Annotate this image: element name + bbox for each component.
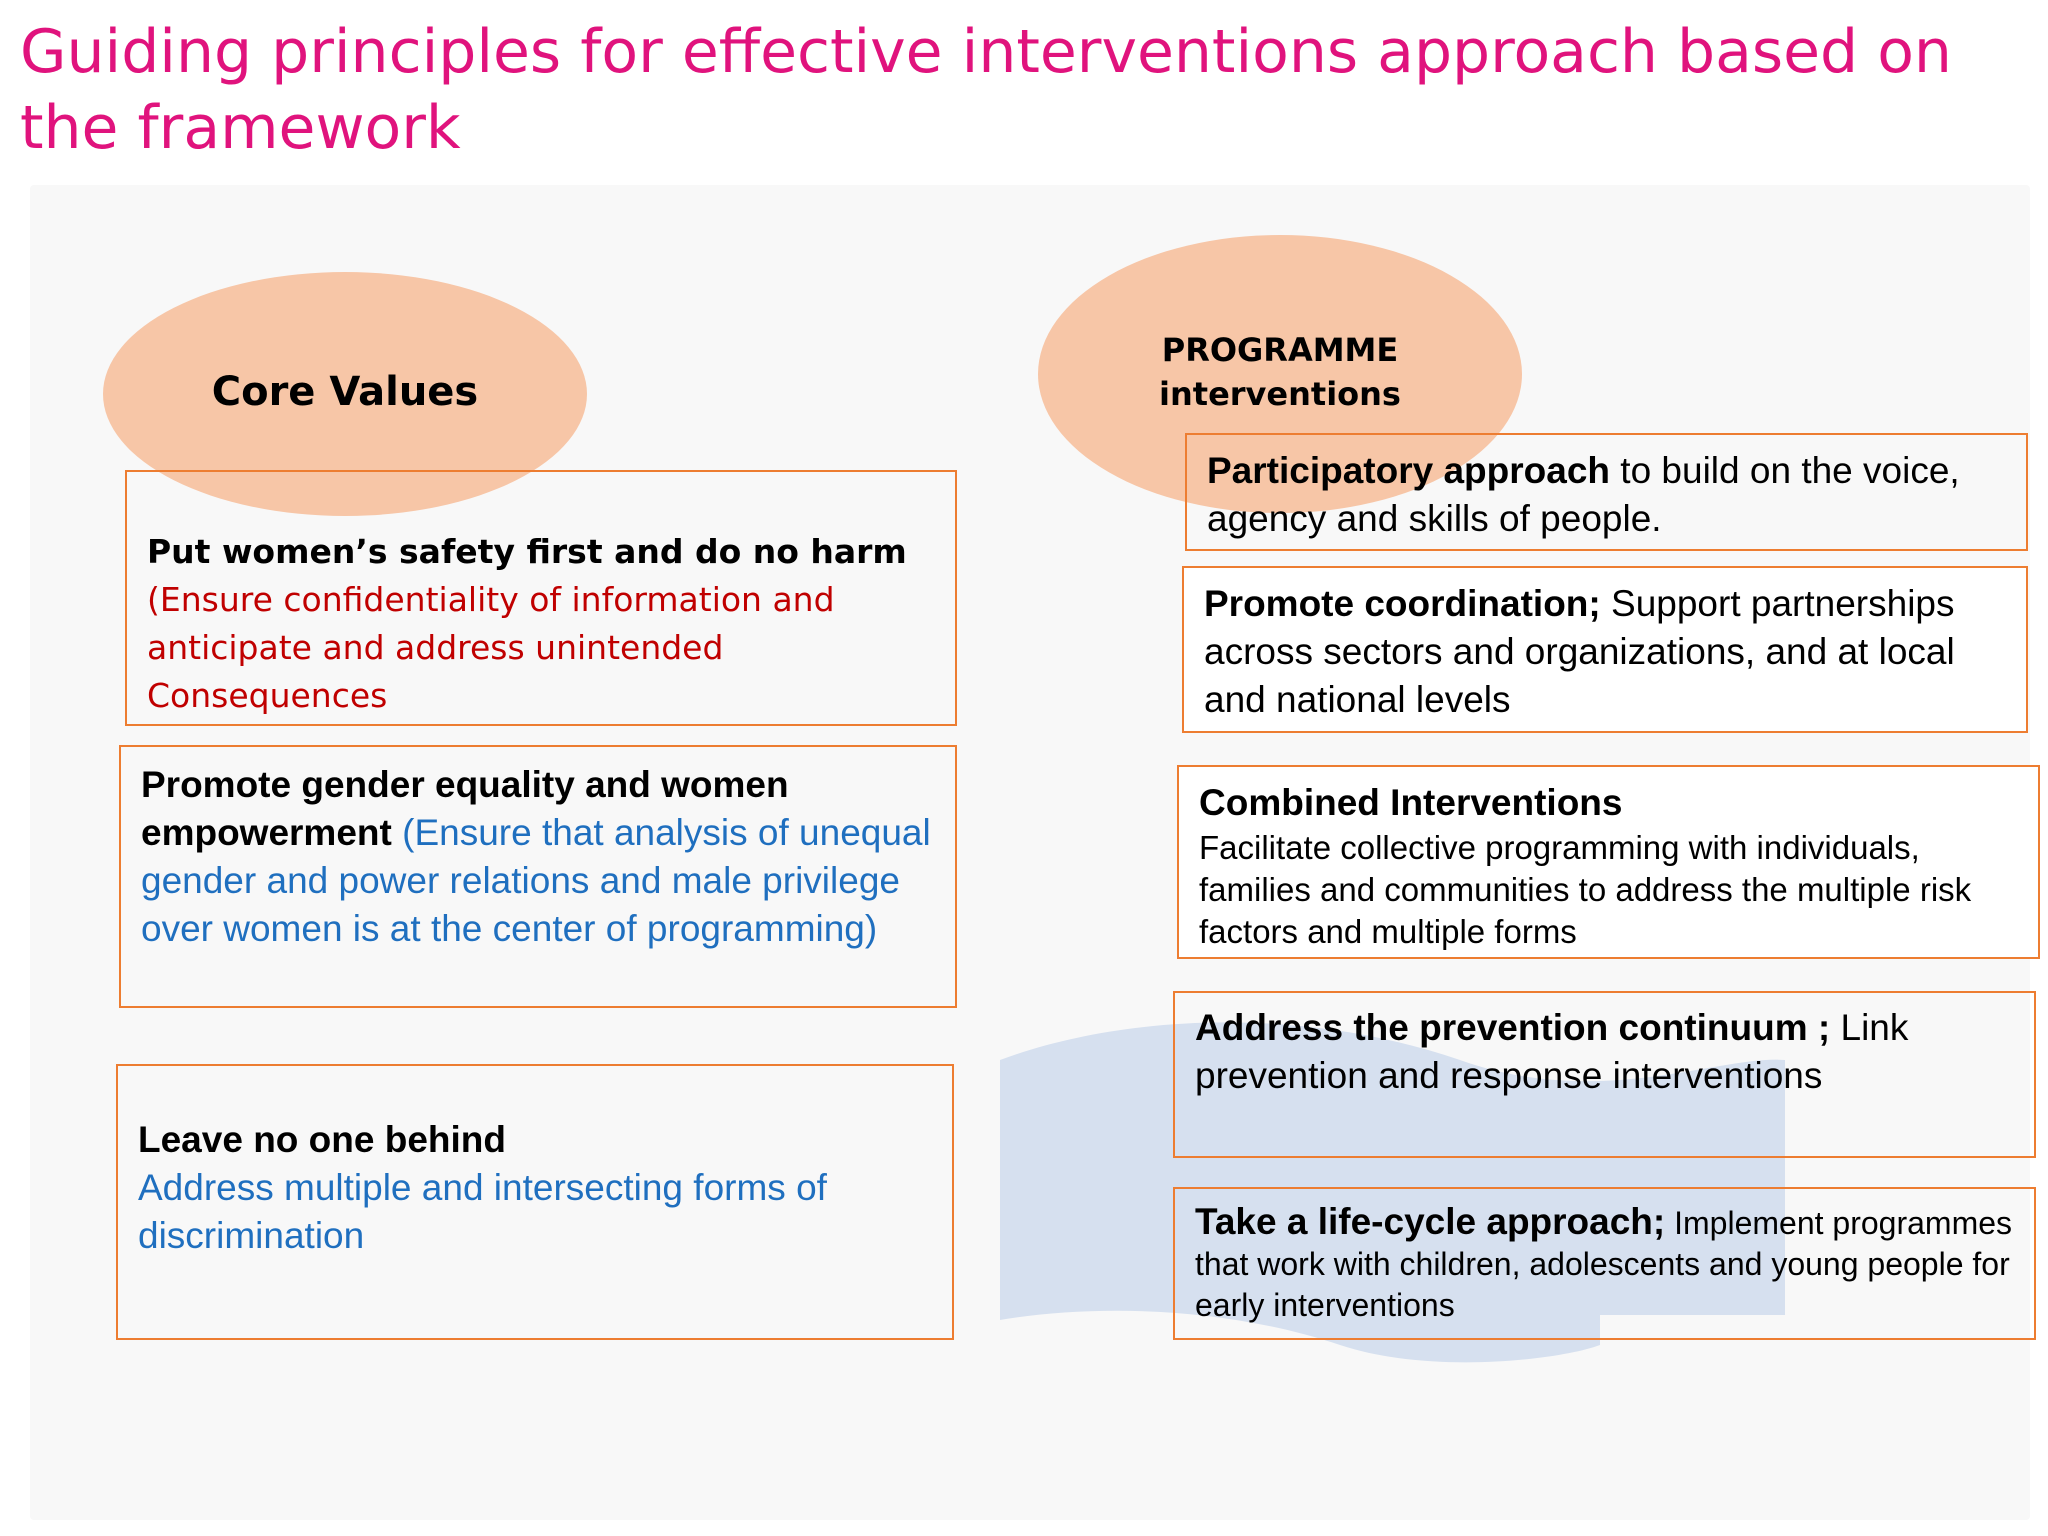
- core-value-detail: Address multiple and intersecting forms of discrimination: [138, 1167, 827, 1256]
- page-title: Guiding principles for effective interventions approach based on the framework: [20, 17, 1952, 163]
- programme-title: Combined Interventions: [1199, 782, 1623, 823]
- programme-box-combined: [1177, 765, 2040, 959]
- programme-box-life-cycle: [1173, 1187, 2036, 1340]
- programme-box-coordination: [1182, 566, 2028, 733]
- programme-label-line1: PROGRAMME: [1161, 331, 1399, 369]
- core-value-box-safety: [125, 470, 957, 726]
- core-value-title: Promote gender equality and women empowerment: [141, 764, 789, 853]
- programme-title: Promote coordination;: [1204, 583, 1601, 624]
- programme-detail: Implement programmes that work with children, adolescents and young people for early interventions: [1195, 1205, 2013, 1323]
- programme-detail: to build on the voice, agency and skills of people.: [1207, 450, 1960, 539]
- programme-detail: Support partnerships across sectors and organizations, and at local and national levels: [1204, 583, 1955, 720]
- core-value-detail: (Ensure that analysis of unequal gender and power relations and male privilege over women is at the center of programming): [141, 812, 931, 949]
- core-value-title: Put women’s safety first and do no harm: [147, 532, 907, 571]
- programme-box-participatory: [1185, 433, 2028, 551]
- core-value-box-gender-equality: [119, 745, 957, 1008]
- core-values-label: Core Values: [211, 369, 479, 415]
- programme-title: Participatory approach: [1207, 450, 1611, 491]
- core-value-title: Leave no one behind: [138, 1119, 506, 1160]
- programme-box-prevention-continuum: [1173, 991, 2036, 1158]
- programme-label-line2: interventions: [1159, 375, 1401, 413]
- core-value-detail: (Ensure confidentiality of information and anticipate and address unintended Consequences: [147, 580, 835, 715]
- core-value-box-leave-no-one: [116, 1064, 954, 1340]
- programme-detail: Link prevention and response interventions: [1195, 1007, 1909, 1096]
- programme-title: Take a life-cycle approach;: [1195, 1201, 1666, 1242]
- programme-detail: Facilitate collective programming with individuals, families and communities to address the multiple risk factors and multiple forms: [1199, 829, 1972, 950]
- programme-title: Address the prevention continuum ;: [1195, 1007, 1831, 1048]
